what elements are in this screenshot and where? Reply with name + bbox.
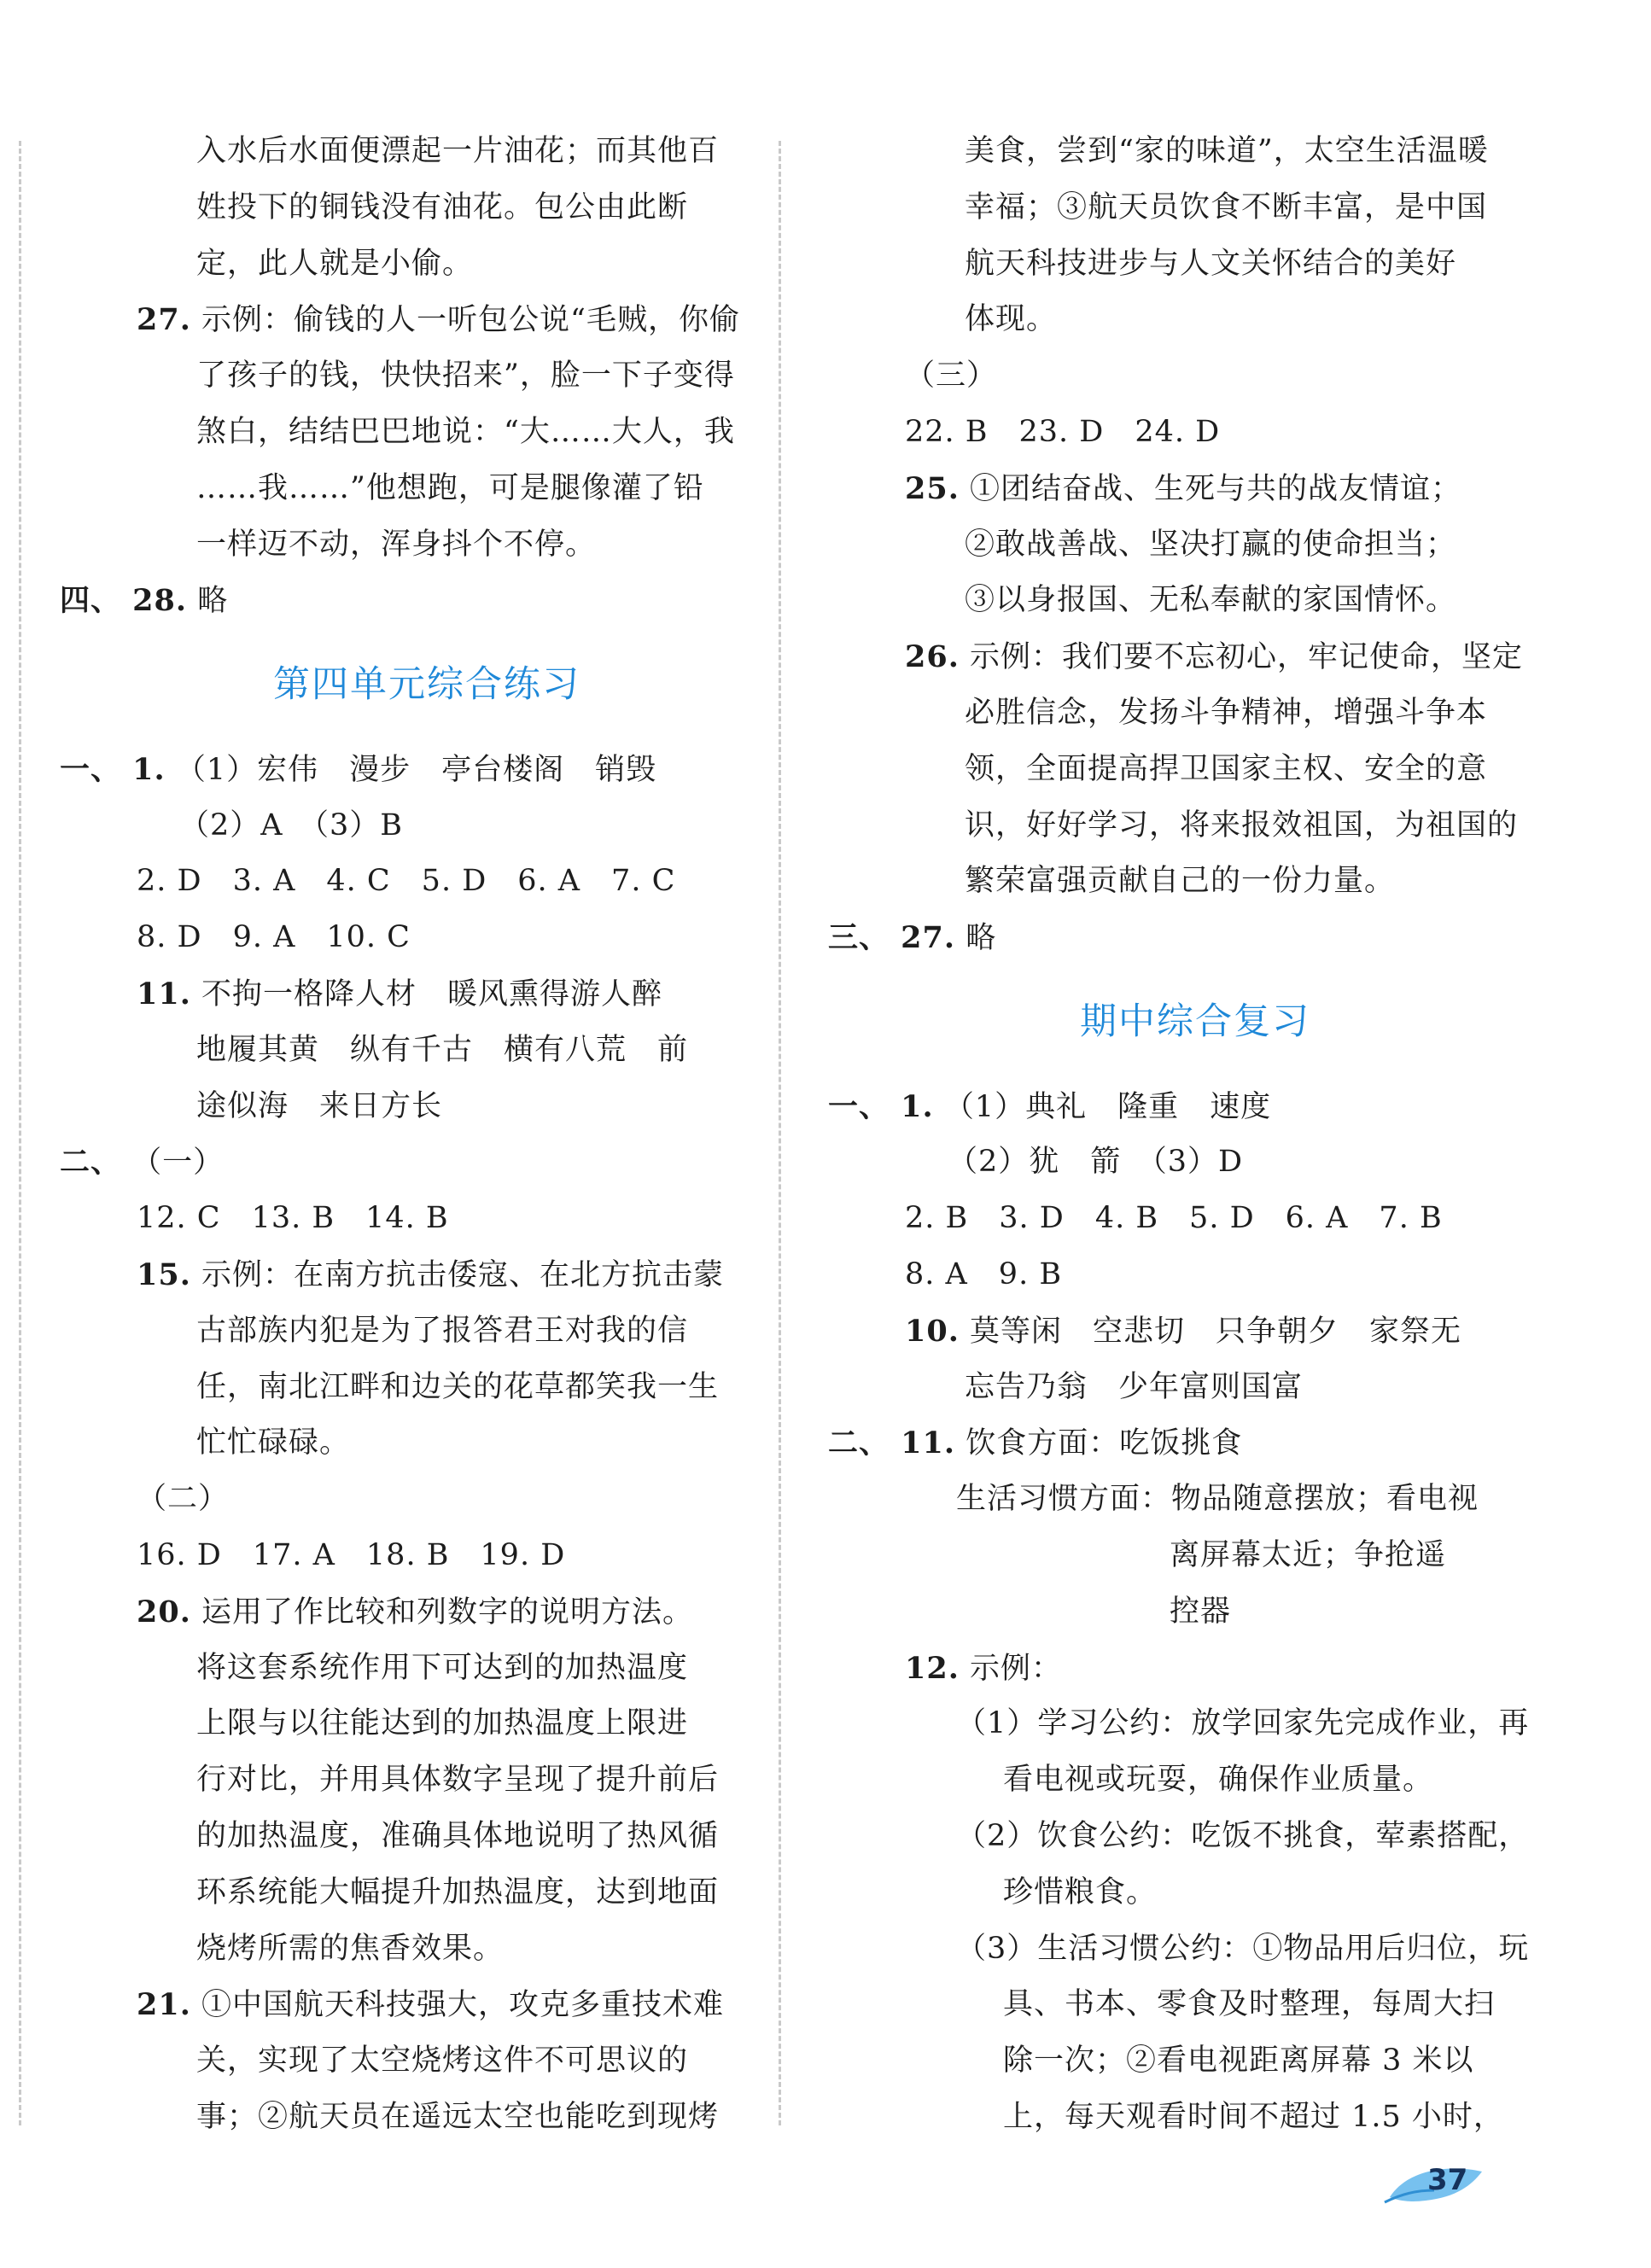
question-number: 三、 27. (828, 920, 956, 956)
answer-line (828, 573, 1511, 629)
answer-text: （2）A （3）B (179, 808, 404, 842)
answer-line (60, 1472, 743, 1528)
answer-text: 控器 (1170, 1594, 1232, 1629)
answer-line (60, 910, 743, 966)
question-number: 20. (137, 1594, 191, 1630)
answer-text: 定，此人就是小偷。 (196, 246, 474, 281)
answer-text: （1）学习公约：放学回家先完成作业，再 (956, 1706, 1530, 1741)
answer-line (828, 2033, 1511, 2090)
answer-line (60, 1303, 743, 1360)
answer-text: 行对比，并用具体数字呈现了提升前后 (196, 1763, 720, 1798)
answer-text: （二） (137, 1482, 230, 1517)
answer-line (60, 1247, 743, 1303)
answer-text: （2）犹 箭 （3）D (948, 1145, 1244, 1180)
answer-line (828, 629, 1524, 685)
answer-line (60, 348, 743, 405)
answer-text: （三） (905, 359, 998, 394)
answer-text: （1）宏伟 漫步 亭台楼阁 销毁 (175, 752, 657, 787)
answer-text: 一样迈不动，浑身抖个不停。 (196, 527, 597, 562)
answer-line (60, 798, 743, 854)
page-number: 37 (1427, 2163, 1468, 2197)
answer-line (828, 1865, 1511, 1921)
answer-line (60, 1023, 743, 1079)
answer-line (828, 1752, 1511, 1809)
answer-text: 生活习惯方面：物品随意摆放；看电视 (956, 1482, 1479, 1517)
answer-line (60, 1079, 743, 1135)
answer-text: 示例：偷钱的人一听包公说“毛贼，你偷 (201, 303, 740, 338)
answer-text: 示例： (970, 1651, 1063, 1686)
answer-text: 离屏幕太近；争抢遥 (1170, 1537, 1447, 1572)
answer-text: 美食，尝到“家的味道”，太空生活温暖 (965, 134, 1489, 168)
answer-line (828, 1528, 1511, 1584)
margin-dashed-line (19, 141, 21, 2125)
answer-line (828, 1415, 1511, 1472)
answer-text: 幸福；③航天员饮食不断丰富，是中国 (965, 189, 1488, 224)
answer-text: 姓投下的铜钱没有油花。包公由此断 (196, 189, 689, 224)
question-number: 12. (905, 1650, 960, 1686)
answer-text: 航天科技进步与人文关怀结合的美好 (965, 246, 1457, 281)
answer-line (60, 1921, 743, 1978)
answer-line (828, 1247, 1511, 1303)
answer-line (828, 1303, 1511, 1360)
answer-line (828, 1134, 1511, 1191)
answer-line (828, 517, 1511, 574)
question-number: 一、 1. (60, 751, 166, 787)
answer-line (828, 124, 1511, 180)
question-number: 15. (137, 1256, 191, 1292)
question-number: 27. (137, 302, 191, 338)
answer-text: 地履其黄 纵有千古 横有八荒 前 (196, 1032, 689, 1067)
left-column (60, 124, 743, 2146)
answer-line (828, 1641, 1511, 1697)
answer-line (60, 180, 743, 236)
answer-text: 除一次；②看电视距离屏幕 3 米以 (1003, 2044, 1474, 2079)
answer-line (828, 1696, 1530, 1752)
answer-text: 烧烤所需的焦香效果。 (196, 1931, 505, 1966)
answer-line (60, 2090, 743, 2146)
question-number: 二、 (60, 1145, 122, 1181)
answer-line (828, 461, 1511, 517)
answer-text: 饮食方面：吃饭挑食 (966, 1426, 1243, 1461)
answer-line (60, 1134, 743, 1191)
answer-text: 关，实现了太空烧烤这件不可思议的 (196, 2044, 689, 2079)
answer-line (828, 292, 1511, 348)
answer-text: 入水后水面便漂起一片油花；而其他百 (196, 134, 720, 168)
answer-text: 煞白，结结巴巴地说：“大……大人，我 (196, 414, 735, 449)
answer-line (60, 1641, 743, 1697)
answer-text: ②敢战善战、坚决打赢的使命担当； (965, 527, 1457, 562)
answer-text: 忙忙碌碌。 (196, 1426, 351, 1460)
answer-text: 途似海 来日方长 (196, 1088, 443, 1123)
answer-text: 领，全面提高捍卫国家主权、安全的意 (965, 751, 1488, 786)
answer-line (828, 180, 1511, 236)
answer-text: 任，南北江畔和边关的花草都笑我一生 (196, 1369, 720, 1404)
answer-line (60, 517, 743, 574)
answer-text: 8. D 9. A 10. C (137, 920, 411, 955)
answer-line (60, 405, 743, 461)
answer-text: ①团结奋战、生死与共的战友情谊； (970, 471, 1462, 506)
answer-text: 略 (966, 921, 997, 956)
question-number: 26. (905, 639, 960, 675)
answer-line (60, 966, 743, 1023)
answer-line (828, 1472, 1511, 1528)
answer-line (828, 1977, 1511, 2033)
answer-text: 的加热温度，准确具体地说明了热风循 (196, 1818, 720, 1853)
answer-text: 事；②航天员在遥远太空也能吃到现烤 (196, 2099, 720, 2134)
answer-text: 了孩子的钱，快快招来”，脸一下子变得 (196, 359, 735, 394)
question-number: 21. (137, 1987, 191, 2023)
answer-text: 不拘一格降人材 暖风熏得游人醉 (201, 977, 663, 1012)
answer-line (60, 2033, 743, 2090)
answer-text: ……我……”他想跑，可是腿像灌了铅 (196, 470, 704, 505)
answer-line (60, 1584, 743, 1641)
answer-line (60, 854, 743, 910)
answer-text: 必胜信念，发扬斗争精神，增强斗争本 (965, 695, 1488, 730)
answer-line (60, 1415, 743, 1472)
question-number: 一、 1. (828, 1088, 934, 1124)
answer-line (828, 742, 1511, 798)
question-number: 10. (905, 1313, 960, 1349)
answer-text: 莫等闲 空悲切 只争朝夕 家祭无 (970, 1314, 1462, 1349)
answer-text: 略 (197, 584, 229, 619)
question-number: 11. (137, 976, 191, 1012)
answer-line (828, 1191, 1511, 1247)
answer-line (60, 1360, 743, 1416)
answer-text: 具、书本、零食及时整理，每周大扫 (1003, 1987, 1496, 2022)
answer-text: 2. B 3. D 4. B 5. D 6. A 7. B (905, 1201, 1443, 1236)
answer-line (828, 1809, 1530, 1865)
answer-text: 上，每天观看时间不超过 1.5 小时， (1003, 2099, 1504, 2134)
answer-line (60, 1528, 743, 1584)
answer-text: 体现。 (965, 302, 1058, 337)
question-number: 25. (905, 470, 960, 506)
answer-line (60, 1696, 743, 1752)
answer-text: 忘告乃翁 少年富则国富 (965, 1369, 1304, 1404)
answer-line (828, 798, 1519, 854)
answer-line (828, 910, 1511, 966)
question-number: 二、 11. (828, 1426, 956, 1461)
answer-text: ①中国航天科技强大，攻克多重技术难 (201, 1988, 725, 2023)
answer-text: （1）典礼 隆重 速度 (943, 1089, 1272, 1124)
answer-line (828, 405, 1511, 461)
answer-text: ③以身报国、无私奉献的家国情怀。 (965, 583, 1457, 618)
section-heading: 第四单元综合练习 (273, 663, 580, 707)
answer-line (828, 236, 1511, 293)
answer-text: 8. A 9. B (905, 1256, 1063, 1291)
answer-line (60, 236, 743, 293)
answer-line (828, 1360, 1511, 1416)
answer-text: 古部族内犯是为了报答君王对我的信 (196, 1313, 689, 1348)
right-column (828, 124, 1530, 2146)
answer-line (828, 854, 1511, 910)
answer-line (828, 348, 1511, 405)
answer-line (60, 1191, 743, 1247)
answer-line (828, 1584, 1511, 1641)
answer-line (60, 1752, 743, 1809)
answer-line (60, 1865, 743, 1921)
answer-line (60, 573, 743, 629)
answer-text: 识，好好学习，将来报效祖国，为祖国的 (965, 808, 1519, 842)
answer-text: 繁荣富强贡献自己的一份力量。 (965, 864, 1396, 899)
answer-text: 示例：在南方抗击倭寇、在北方抗击蒙 (201, 1257, 725, 1292)
answer-text: 16. D 17. A 18. B 19. D (137, 1537, 566, 1572)
answer-text: 22. B 23. D 24. D (905, 414, 1221, 449)
answer-line (60, 461, 743, 517)
answer-text: 看电视或玩耍，确保作业质量。 (1003, 1763, 1434, 1798)
answer-text: 运用了作比较和列数字的说明方法。 (201, 1595, 694, 1630)
page-number-badge (1383, 2160, 1485, 2207)
section-heading: 期中综合复习 (1080, 1000, 1310, 1043)
answer-line (828, 685, 1511, 742)
answer-line (828, 2090, 1511, 2146)
answer-line (60, 1809, 743, 1865)
answer-text: 上限与以往能达到的加热温度上限进 (196, 1706, 689, 1741)
answer-line (828, 1921, 1530, 1978)
question-number: 四、 28. (60, 583, 188, 619)
answer-text: （3）生活习惯公约：①物品用后归位，玩 (956, 1931, 1530, 1966)
answer-line (60, 742, 743, 798)
answer-text: （2）饮食公约：吃饭不挑食，荤素搭配， (956, 1818, 1530, 1853)
answer-text: （一） (131, 1146, 225, 1181)
answer-text: 环系统能大幅提升加热温度，达到地面 (196, 1874, 720, 1909)
answer-line (60, 292, 743, 348)
answer-text: 12. C 13. B 14. B (137, 1201, 449, 1236)
answer-line (60, 1977, 743, 2033)
column-divider-dashed-line (779, 141, 781, 2125)
answer-line (828, 1079, 1511, 1135)
answer-text: 将这套系统作用下可达到的加热温度 (196, 1650, 689, 1685)
answer-text: 2. D 3. A 4. C 5. D 6. A 7. C (137, 864, 676, 899)
answer-line (60, 124, 743, 180)
answer-text: 示例：我们要不忘初心，牢记使命，坚定 (970, 640, 1524, 675)
answer-text: 珍惜粮食。 (1003, 1874, 1158, 1909)
